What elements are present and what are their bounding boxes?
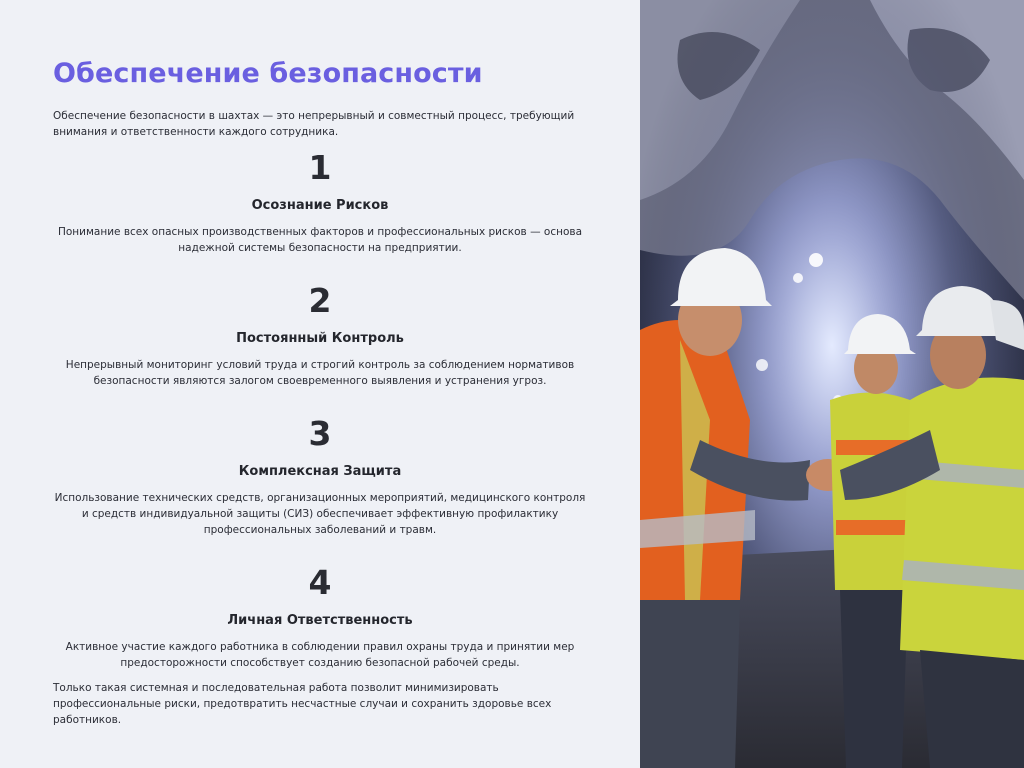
step-text: Понимание всех опасных производственных факторов и профессиональных рисков — основа надежной системы безопасности на предприятии. [57, 226, 583, 254]
step-title: Комплексная Защита [238, 464, 402, 479]
step-title: Личная Ответственность [227, 613, 413, 628]
outro-text: Только такая системная и последовательная работа позволит минимизировать профессиональные риски, предотвратить несчастные случаи и сохранить здоровье всех работников. [53, 682, 552, 726]
step-1 [53, 150, 587, 256]
step-title: Постоянный Контроль [236, 331, 404, 346]
step-text: Непрерывный мониторинг условий труда и строгий контроль за соблюдением нормативов безопасности являются залогом своевременного выявления и устранения угроз. [65, 359, 575, 387]
step-number: 4 [308, 563, 332, 602]
step-title: Осознание Рисков [251, 198, 389, 213]
mine-workers-illustration [640, 0, 1024, 768]
mine-workers-photo [640, 0, 1024, 768]
intro-text: Обеспечение безопасности в шахтах — это непрерывный и совместный процесс, требующий внимания и ответственности каждого сотрудника. [53, 110, 575, 138]
step-4 [53, 565, 587, 671]
step-text: Активное участие каждого работника в соблюдении правил охраны труда и принятии мер предосторожности способствует созданию безопасной рабочей среды. [65, 641, 575, 669]
step-2 [53, 283, 587, 389]
page-title: Обеспечение безопасности [53, 58, 483, 89]
step-number: 2 [308, 281, 332, 320]
step-number: 1 [308, 148, 332, 187]
step-number: 3 [308, 414, 332, 453]
step-text: Использование технических средств, организационных мероприятий, медицинского контроля и средств индивидуальной защиты (СИЗ) обеспечивает эффективную профилактику профессиональных заболеваний и травм. [54, 492, 586, 536]
step-3 [53, 416, 587, 538]
